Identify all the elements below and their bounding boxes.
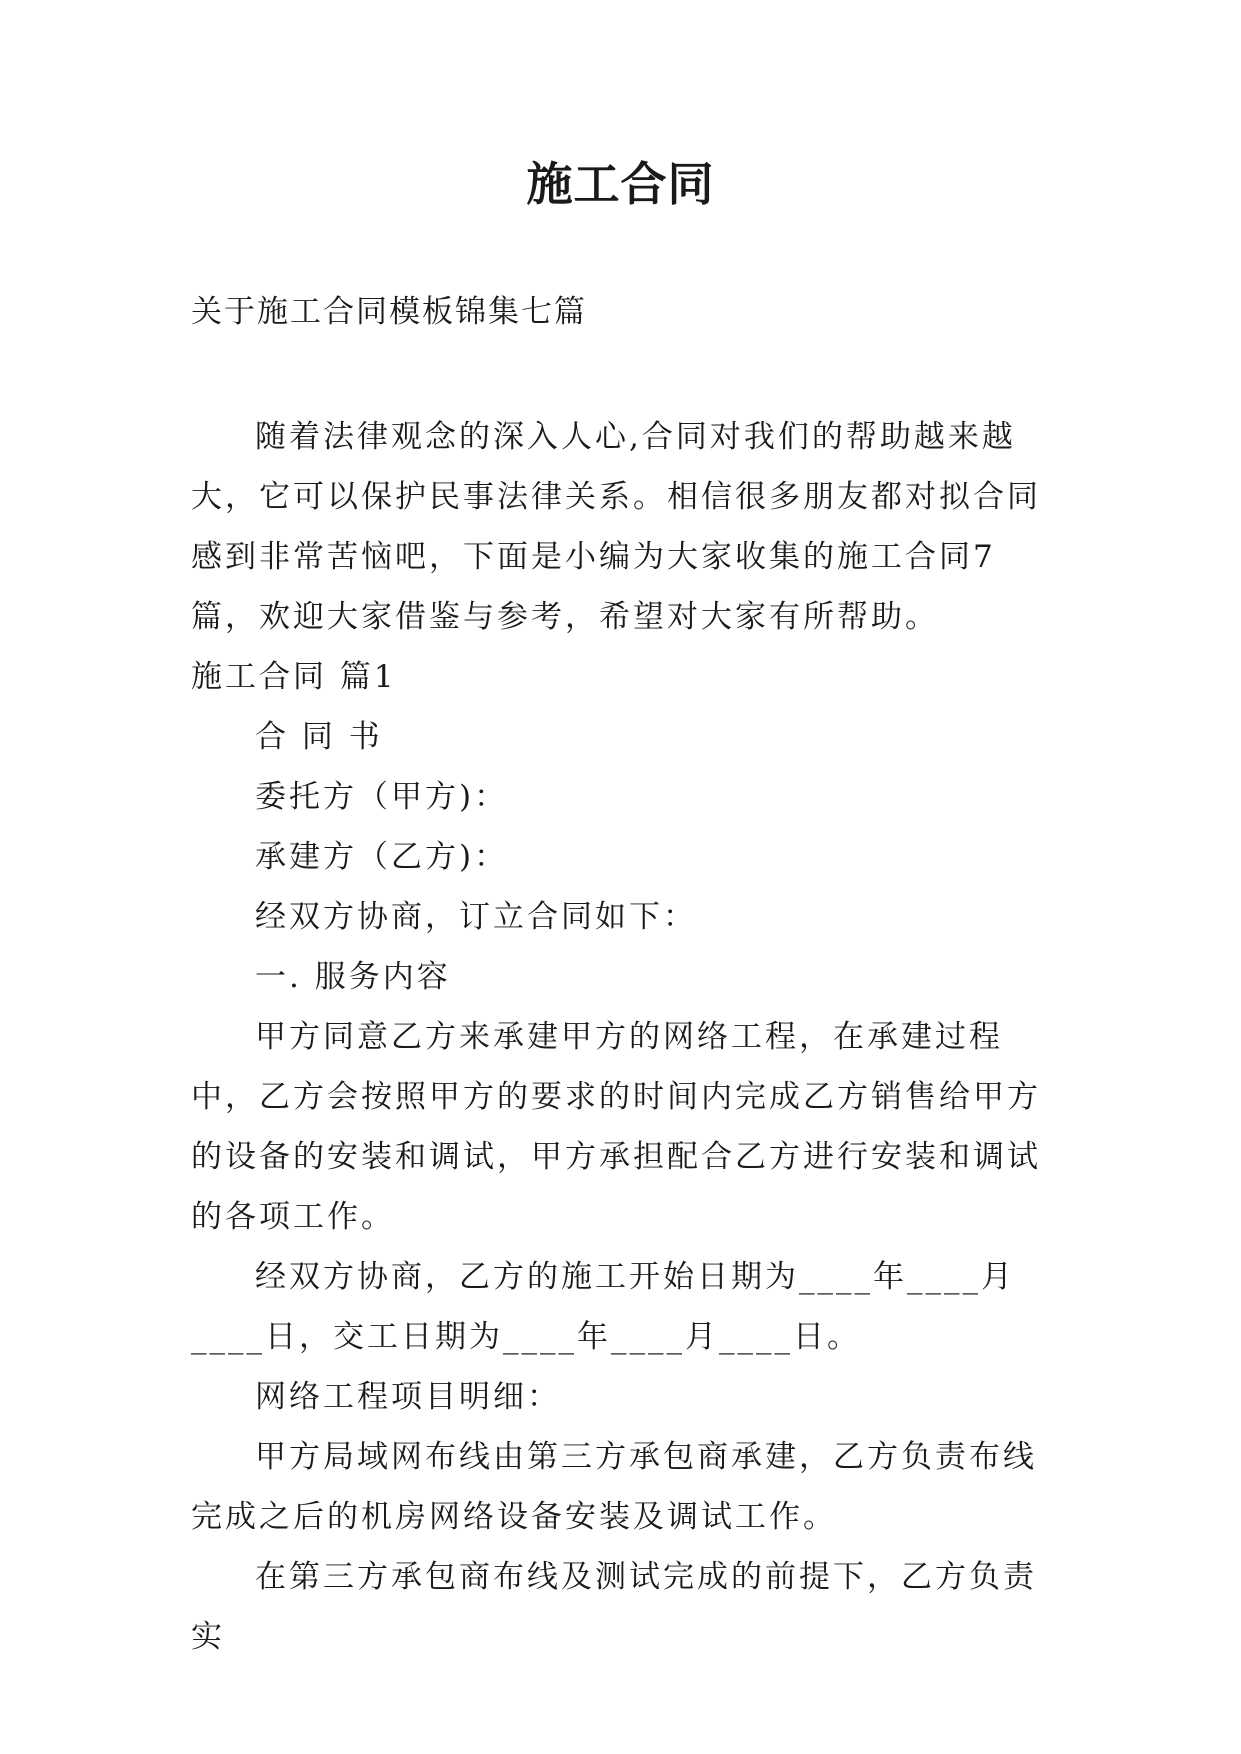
paragraph-intro: 随着法律观念的深入人心,合同对我们的帮助越来越大，它可以保护民事法律关系。相信很多朋友都对拟合同感到非常苦恼吧，下面是小编为大家收集的施工合同7篇，欢迎大家借鉴与参考，希望对大家有所帮助。 (191, 419, 1041, 635)
section-heading: 施工合同 篇1 (191, 659, 397, 695)
project-details-heading: 网络工程项目明细： (255, 1379, 561, 1415)
party-a-line: 委托方（甲方)： (255, 779, 509, 815)
agreement-line: 经双方协商，订立合同如下： (255, 899, 697, 935)
paragraph-service-content: 甲方同意乙方来承建甲方的网络工程，在承建过程中，乙方会按照甲方的要求的时间内完成乙方销售给甲方的设备的安装和调试，甲方承担配合乙方进行安装和调试的各项工作。 (191, 1019, 1041, 1235)
party-b-line: 承建方（乙方)： (255, 839, 509, 875)
contract-heading: 合 同 书 (255, 719, 383, 755)
document-subtitle: 关于施工合同模板锦集七篇 (191, 294, 587, 330)
clause-heading-service: 一. 服务内容 (255, 959, 451, 995)
document-body (191, 407, 1051, 1667)
document-title: 施工合同 (526, 157, 715, 211)
paragraph-third-party: 在第三方承包商布线及测试完成的前提下，乙方负责实 (191, 1559, 1037, 1655)
paragraph-dates: 经双方协商，乙方的施工开始日期为____年____月____日，交工日期为____年____月____日。 (191, 1259, 1015, 1355)
paragraph-cabling: 甲方局域网布线由第三方承包商承建，乙方负责布线完成之后的机房网络设备安装及调试工作。 (191, 1439, 1037, 1535)
